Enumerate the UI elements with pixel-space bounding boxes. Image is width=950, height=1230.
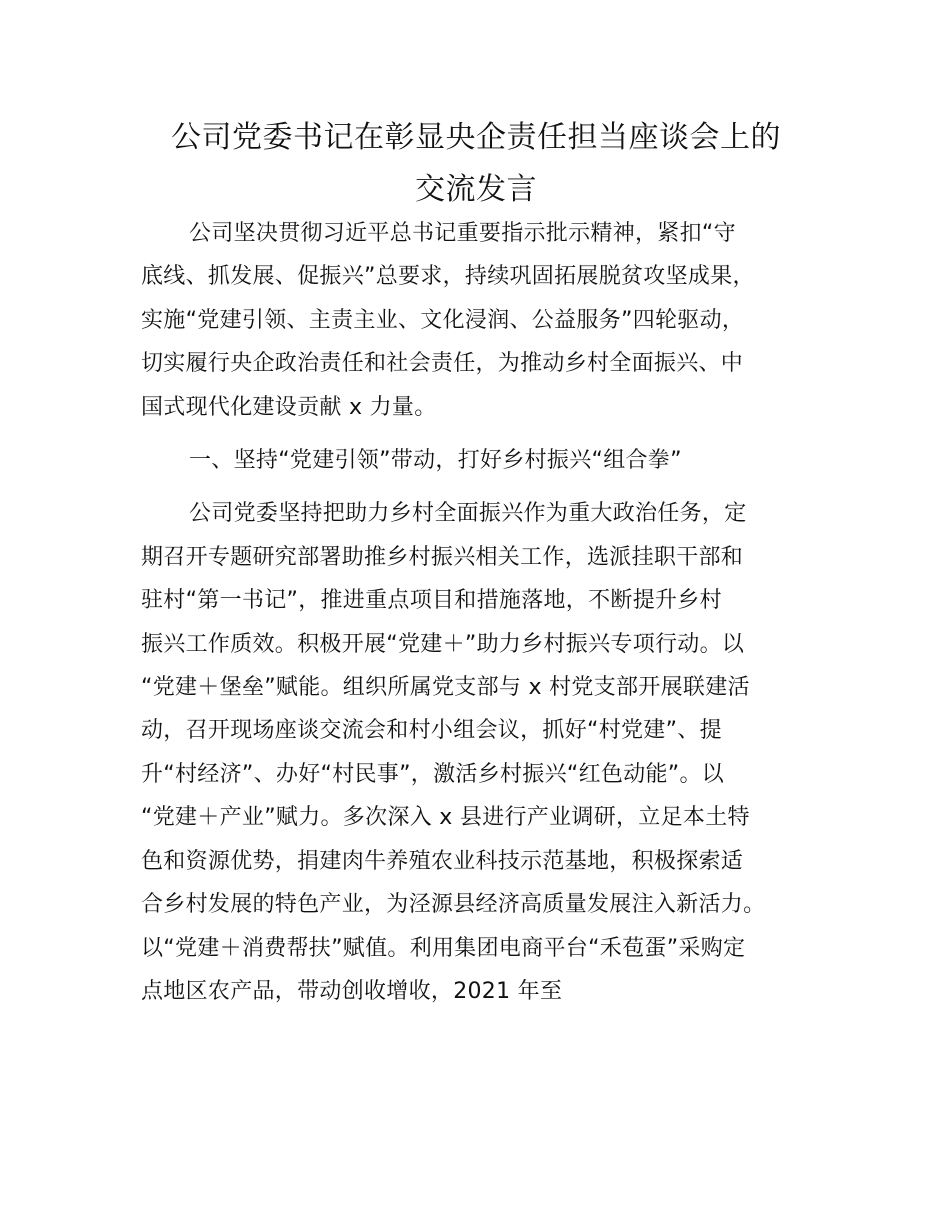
paragraph-line: 振兴工作质效。积极开展“党建＋”助力乡村振兴专项行动。以 — [141, 631, 745, 657]
paragraph-line: 切实履行央企政治责任和社会责任，为推动乡村全面振兴、中 — [141, 351, 744, 377]
paragraph-line: “党建＋产业”赋力。多次深入 x 县进行产业调研，立足本土特 — [141, 805, 750, 831]
section-paragraph — [141, 492, 831, 1013]
paragraph-line: 以“党建＋消费帮扶”赋值。利用集团电商平台“禾苞蛋”采购定 — [141, 935, 746, 961]
paragraph-line: 实施“党建引领、主责主业、文化浸润、公益服务”四轮驱动， — [141, 307, 745, 333]
intro-paragraph — [141, 212, 831, 429]
paragraph-line: 期召开专题研究部署助推乡村振兴相关工作，选派挂职干部和 — [141, 544, 744, 570]
paragraph-line: 动，召开现场座谈交流会和村小组会议，抓好“村党建”、提 — [141, 718, 722, 744]
paragraph-line: 点地区农产品，带动创收增收，2021 年至 — [141, 978, 563, 1004]
paragraph-line: 底线、抓发展、促振兴”总要求，持续巩固拓展脱贫攻坚成果， — [141, 264, 755, 290]
paragraph-line: 驻村“第一书记”，推进重点项目和措施落地，不断提升乡村 — [141, 588, 722, 614]
section-heading — [141, 439, 831, 482]
document-body — [141, 212, 831, 1013]
paragraph-line: 合乡村发展的特色产业，为泾源县经济高质量发展注入新活力。 — [141, 892, 766, 918]
title-line: 公司党委书记在彰显央企责任担当座谈会上的 — [171, 120, 781, 155]
paragraph-line: “党建＋堡垒”赋能。组织所属党支部与 x 村党支部开展联建活 — [141, 675, 750, 701]
document-title — [140, 112, 812, 216]
paragraph-line: 公司党委坚持把助力乡村全面振兴作为重大政治任务，定 — [189, 501, 747, 527]
heading-line: 一、坚持“党建引领”带动，打好乡村振兴“组合拳” — [189, 448, 682, 474]
paragraph-line: 色和资源优势，捐建肉牛养殖农业科技示范基地，积极探索适 — [141, 848, 744, 874]
title-line: 交流发言 — [415, 172, 537, 207]
paragraph-line: 升“村经济”、办好“村民事”，激活乡村振兴“红色动能”。以 — [141, 761, 725, 787]
paragraph-line: 公司坚决贯彻习近平总书记重要指示批示精神，紧扣“守 — [189, 221, 736, 246]
paragraph-line: 国式现代化建设贡献 x 力量。 — [141, 394, 437, 420]
